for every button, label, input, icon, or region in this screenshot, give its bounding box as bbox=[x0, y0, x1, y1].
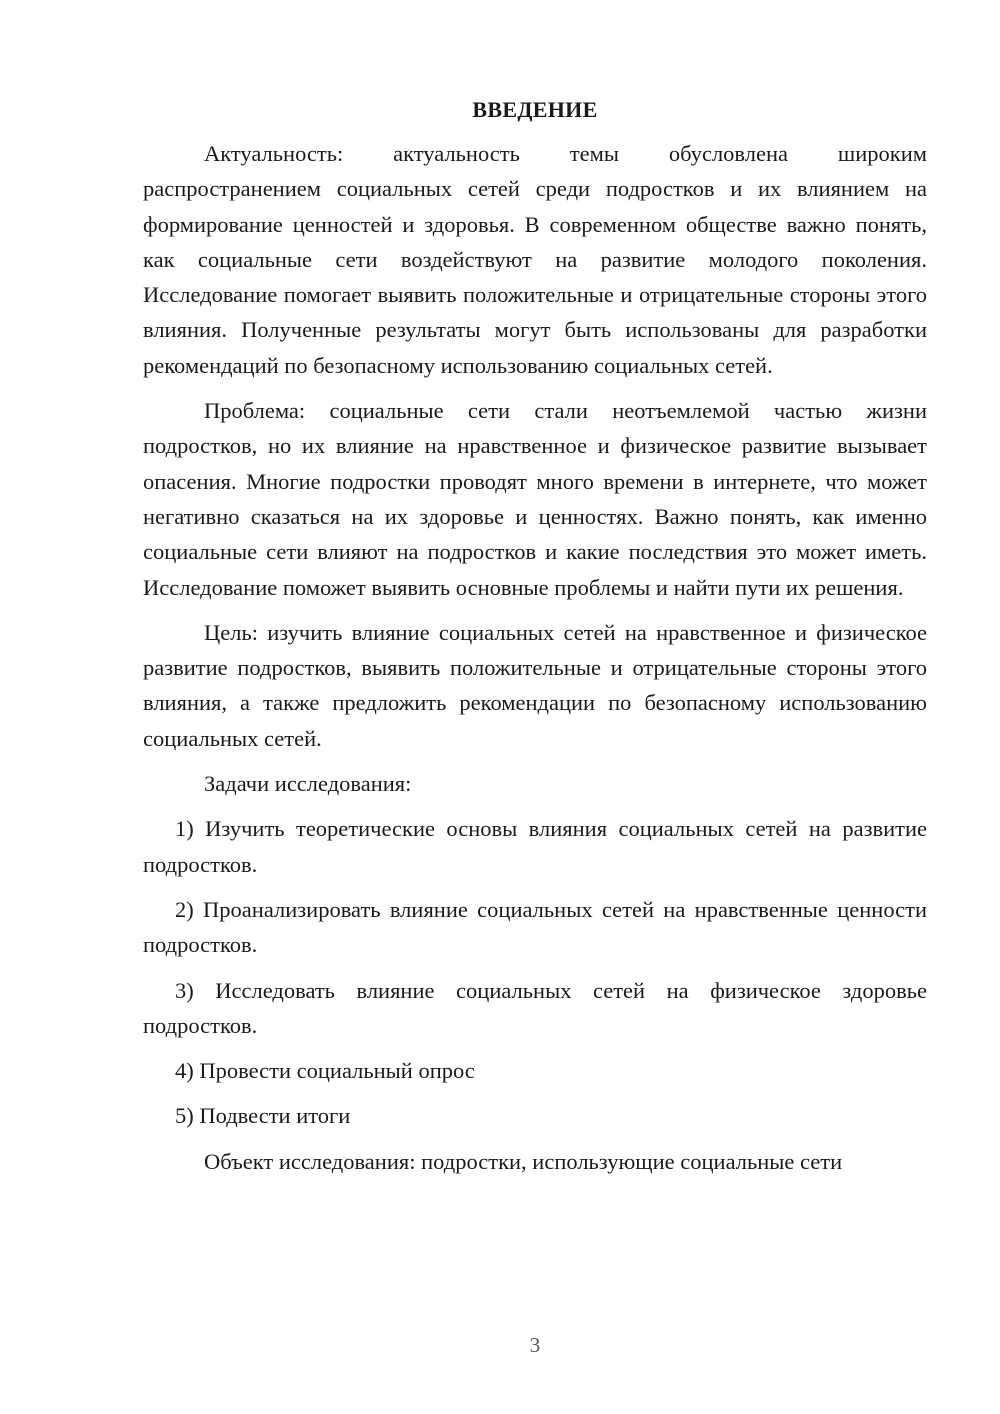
page-number: 3 bbox=[529, 1333, 541, 1357]
task-item-2: 2) Проанализировать влияние социальных сетей на нравственные ценности подростков. bbox=[143, 896, 927, 958]
tasks-heading: Задачи исследования: bbox=[204, 771, 412, 797]
problem-paragraph: Проблема: социальные сети стали неотъемлемой частью жизни подростков, но их влияние на нравственное и физическое развитие вызывает опасения. Многие подростки проводят много времени в интернете, что может негативно сказаться на их здоровье и ценностях. Важно понять, как именно социальные сети влияют на подростков и какие последствия это может иметь. Исследование поможет выявить основные проблемы и найти пути их решения. bbox=[143, 398, 927, 600]
task-item-4: 4) Провести социальный опрос bbox=[175, 1058, 475, 1084]
object-paragraph: Объект исследования: подростки, использующие социальные сети bbox=[204, 1148, 843, 1174]
page-content bbox=[143, 94, 927, 1189]
relevance-paragraph: Актуальность: актуальность темы обусловлена широким распространением социальных сетей среди подростков и их влиянием на формирование ценностей и здоровья. В современном обществе важно понять, как социальные сети воздействуют на развитие молодого поколения. Исследование помогает выявить положительные и отрицательные стороны этого влияния. Полученные результаты могут быть использованы для разработки рекомендаций по безопасному использованию социальных сетей. bbox=[143, 141, 927, 378]
task-item-5: 5) Подвести итоги bbox=[175, 1103, 351, 1129]
goal-paragraph: Цель: изучить влияние социальных сетей на нравственное и физическое развитие подростков, выявить положительные и отрицательные стороны этого влияния, а также предложить рекомендации по безопасному использованию социальных сетей. bbox=[143, 619, 927, 751]
task-item-3: 3) Исследовать влияние социальных сетей на физическое здоровье подростков. bbox=[143, 977, 927, 1038]
task-item-1: 1) Изучить теоретические основы влияния социальных сетей на развитие подростков. bbox=[143, 816, 927, 877]
section-title: ВВЕДЕНИЕ bbox=[472, 97, 598, 122]
